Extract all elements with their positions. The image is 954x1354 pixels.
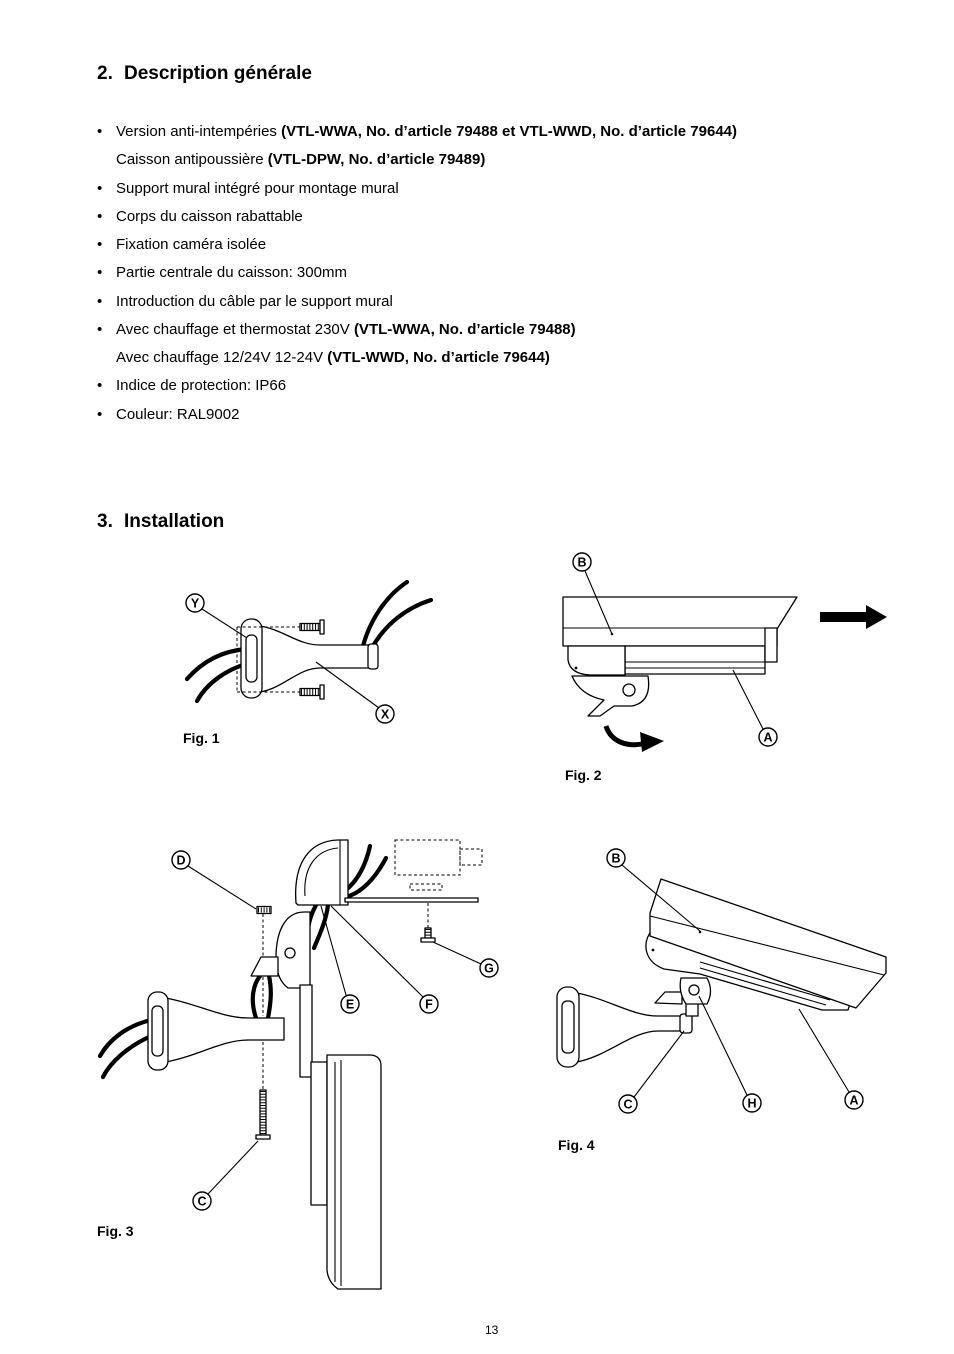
callout-a [759, 728, 777, 746]
bracket-arm-end [680, 1014, 692, 1033]
cable [187, 649, 246, 679]
bracket-stem [300, 985, 312, 1077]
leader-line [733, 670, 763, 729]
leader-line [433, 942, 481, 964]
leader-dot [699, 931, 702, 934]
callout-y [186, 594, 204, 612]
leader-line [202, 609, 247, 638]
figure-2-caption: Fig. 2 [565, 767, 602, 783]
camera-outline [395, 840, 460, 875]
callout-label: A [849, 1093, 859, 1108]
callout-d [172, 851, 190, 869]
leader-line [208, 1141, 258, 1194]
leader-line [188, 866, 256, 909]
bracket-clamp [655, 992, 682, 1004]
callout-a [845, 1091, 863, 1109]
tilt-bracket [572, 676, 649, 716]
tilt-joint-pivot [285, 948, 295, 958]
sunshield [563, 597, 797, 646]
callout-label: Y [190, 596, 200, 611]
bracket-clamp [251, 957, 278, 976]
page-number: 13 [485, 1323, 499, 1337]
camera-base-outline [410, 884, 442, 890]
item-text: Version anti-intempéries [116, 123, 282, 140]
callout-c [619, 1095, 637, 1113]
screw [300, 620, 324, 634]
leader-dot [611, 633, 614, 636]
item-text: Indice de protection: IP66 [116, 377, 287, 395]
callout-label: X [380, 707, 390, 722]
callout-e [341, 995, 359, 1013]
item-text: Couleur: RAL9002 [116, 405, 240, 423]
callout-label: H [747, 1096, 757, 1111]
bracket-pivot [623, 684, 635, 696]
callout-label: D [176, 853, 186, 868]
callout-label: B [611, 851, 621, 866]
cable [253, 976, 260, 1018]
screw-head [421, 938, 435, 942]
figure-4-caption: Fig. 4 [558, 1137, 595, 1153]
section-number: 3. [97, 511, 113, 532]
callout-f [420, 995, 438, 1013]
item-text: Avec chauffage 12/24V 12-24V [116, 349, 328, 366]
cable [268, 976, 271, 1018]
screw [300, 685, 324, 699]
housing-side [311, 1062, 327, 1205]
callout-g [480, 959, 498, 977]
figure-3-drawing [100, 840, 498, 1289]
wall-plate-recess [246, 635, 257, 682]
housing-end-cap [765, 628, 777, 662]
item-text: Fixation caméra isolée [116, 236, 267, 253]
callout-c [193, 1192, 211, 1210]
camera-lens-outline [460, 849, 482, 865]
callout-b [573, 553, 591, 571]
section-number: 2. [97, 63, 113, 84]
callout-label: E [345, 997, 355, 1012]
callout-b [607, 849, 625, 867]
figure-1-drawing [186, 582, 431, 723]
section-title: Installation [124, 511, 225, 532]
figure-4-drawing [557, 849, 886, 1113]
bracket-arm-end [368, 644, 378, 669]
camera-screw [421, 928, 435, 942]
callout-label: B [577, 555, 587, 570]
camera-mounting-plate [345, 898, 478, 902]
marker-dot [575, 667, 578, 670]
item-text: Partie centrale du caisson: 300mm [116, 264, 347, 282]
screw-head [320, 620, 324, 634]
callout-h [743, 1094, 761, 1112]
item-text: Support mural intégré pour montage mural [116, 179, 399, 197]
leader-line [634, 1031, 684, 1097]
bracket-arm [260, 626, 372, 692]
callout-label: A [763, 730, 773, 745]
callout-label: G [484, 961, 494, 976]
wall-plate-recess [152, 1006, 163, 1056]
section-title: Description générale [124, 63, 312, 84]
screw-head [256, 1135, 270, 1139]
housing-front [568, 646, 625, 675]
cable [314, 905, 328, 948]
leader-line [799, 1009, 849, 1092]
screw-head [320, 685, 324, 699]
leader-line [699, 996, 747, 1095]
tilt-direction-arrow [606, 726, 646, 745]
item-text: Avec chauffage et thermostat 230V [116, 320, 354, 338]
callout-label: C [623, 1097, 633, 1112]
callout-label: C [197, 1194, 207, 1209]
item-model-reference: (VTL-WWA, No. d’article 79488 et VTL-WWD, No. d’article 79644) [281, 123, 738, 140]
bracket-arm [166, 998, 284, 1062]
wall-plate-recess [562, 1001, 574, 1053]
callout-label: F [425, 997, 433, 1012]
item-text: Introduction du câble par le support mural [116, 292, 393, 310]
bracket-screw [256, 1090, 270, 1139]
figure-2-drawing [563, 553, 887, 752]
figure-1-caption: Fig. 1 [183, 730, 220, 746]
callout-x [376, 705, 394, 723]
cable [197, 664, 246, 701]
item-model-reference: (VTL-DPW, No. d’article 79489) [267, 151, 486, 169]
item-model-reference: (VTL-WWD, No. d’article 79644) [327, 349, 550, 366]
figure-3-caption: Fig. 3 [97, 1223, 134, 1239]
item-text: Corps du caisson rabattable [116, 207, 303, 225]
item-model-reference: (VTL-WWA, No. d’article 79488) [353, 320, 576, 338]
item-text: Caisson antipoussière [116, 151, 268, 169]
marker-dot [652, 949, 655, 952]
leader-line [331, 906, 423, 997]
tilt-joint-pivot [689, 985, 699, 995]
tilt-direction-arrowhead [640, 732, 664, 752]
clamp-screw [257, 907, 271, 914]
leader-line [321, 906, 346, 995]
housing-body [625, 646, 765, 674]
slide-direction-arrow [820, 605, 887, 629]
